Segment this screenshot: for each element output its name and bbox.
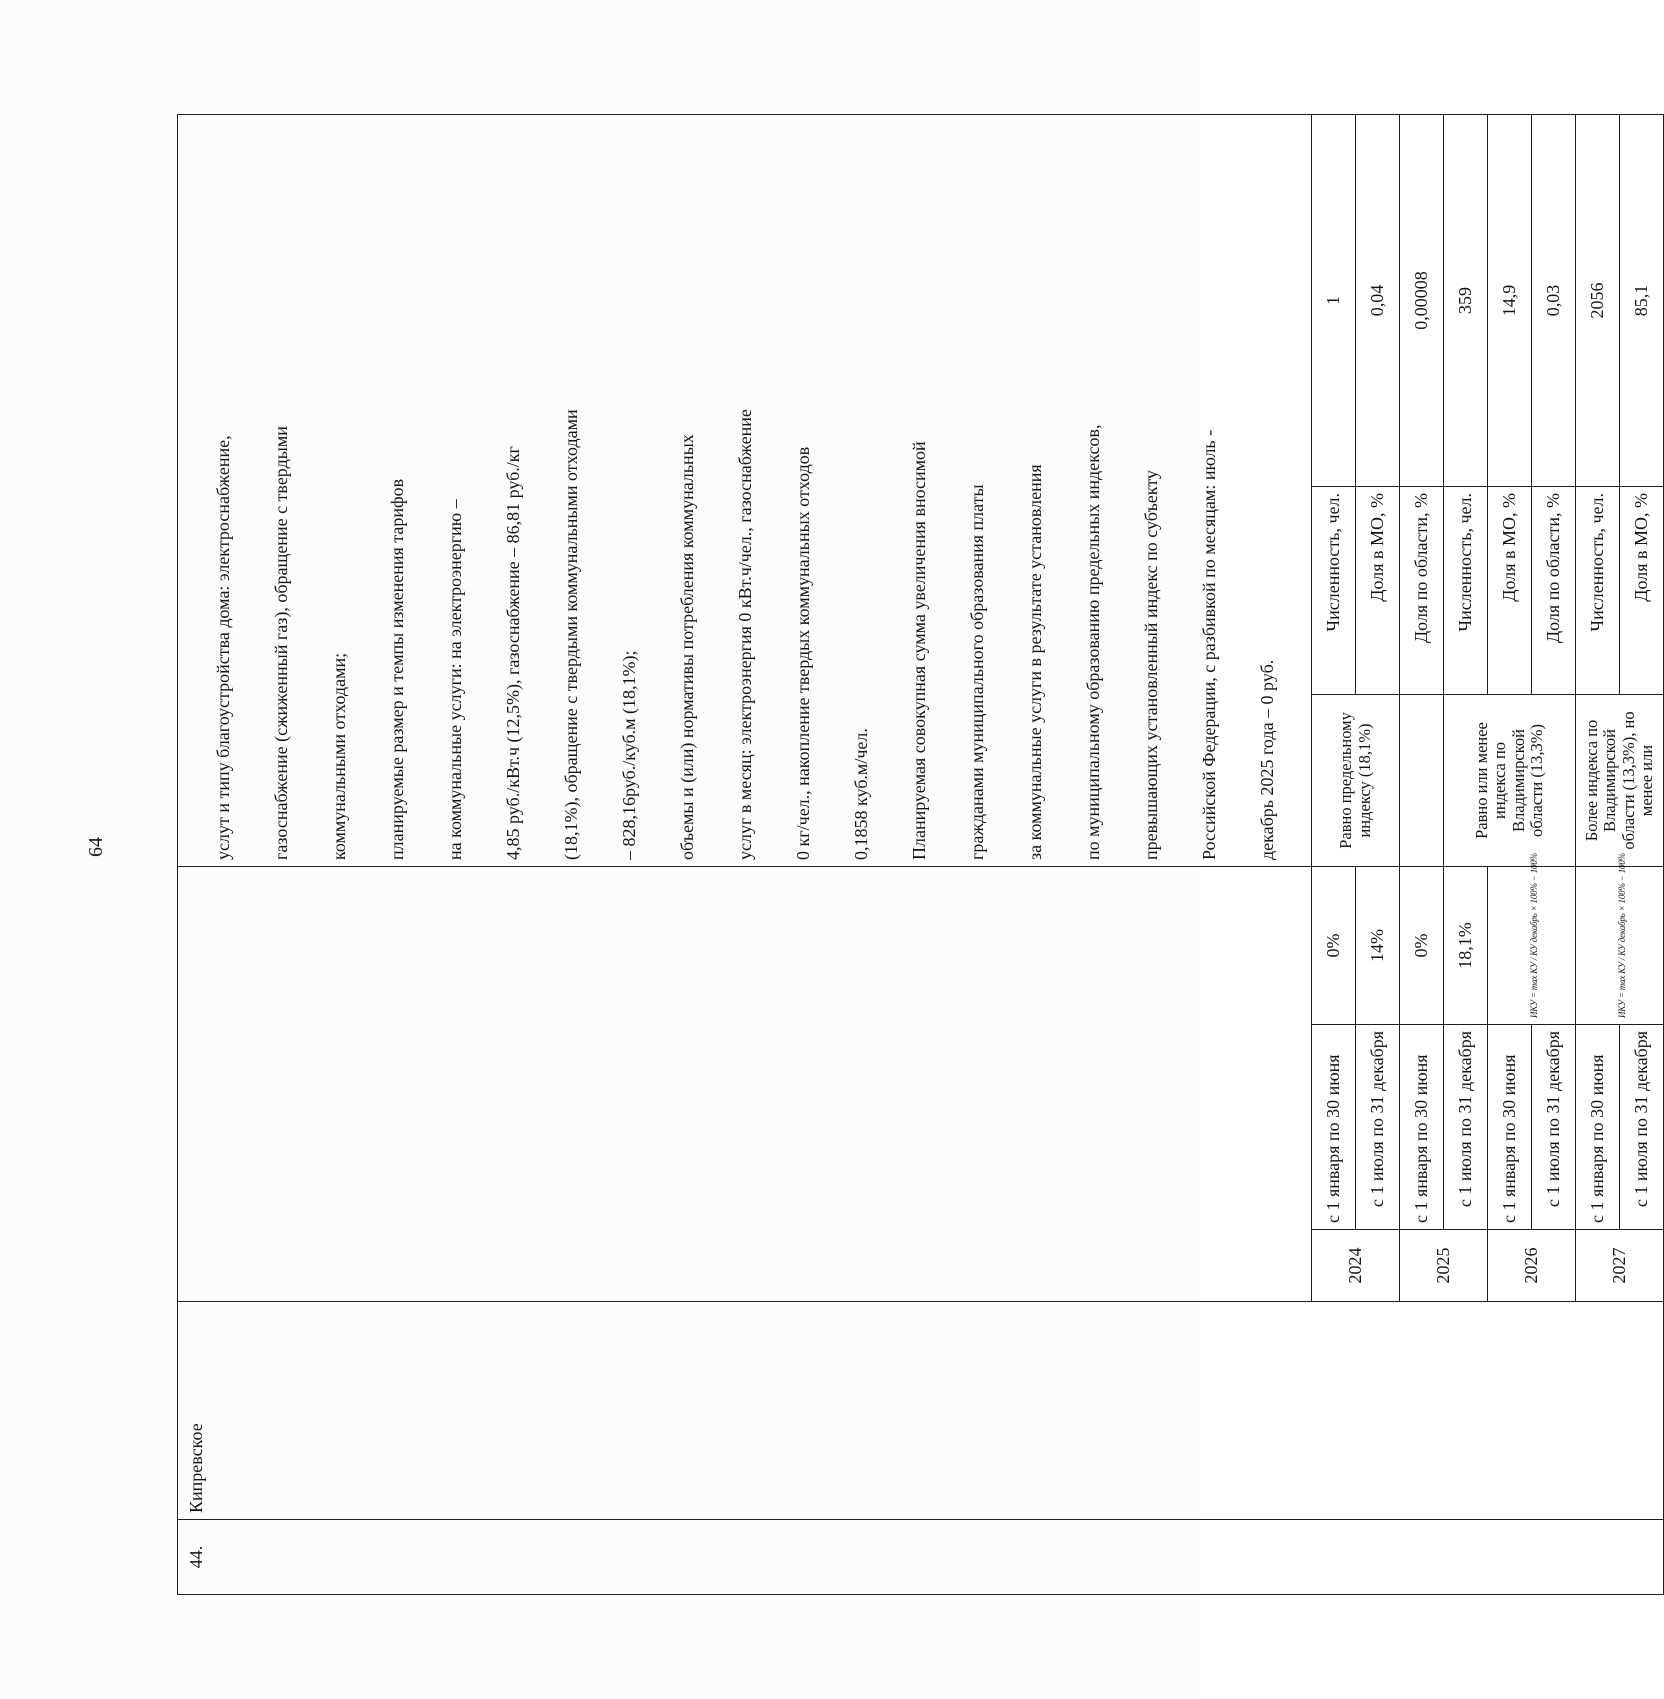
year-value: 2026 bbox=[1521, 1247, 1542, 1284]
period-label: с 1 июля по 31 декабря bbox=[1631, 1031, 1652, 1208]
table-row bbox=[178, 114, 1312, 1594]
index-value: 14% bbox=[1367, 929, 1388, 962]
index-formula: ИКУ = max КУ / КУ декабрь × 100% − 100% bbox=[1617, 853, 1628, 1018]
formula-cell bbox=[1576, 853, 1664, 1024]
description-line: декабрь 2025 года – 0 руб. bbox=[1257, 659, 1277, 860]
year-cell bbox=[1576, 1230, 1664, 1302]
metric-value: 359 bbox=[1455, 286, 1476, 314]
description-line: превышающих установленный индекс по субъекту bbox=[1141, 470, 1161, 860]
description-line: – 828,16руб./куб.м (18,1%); bbox=[619, 650, 639, 860]
metric-value: 85,1 bbox=[1631, 284, 1652, 317]
metric-label-cell bbox=[1444, 486, 1488, 694]
metric-value-cell bbox=[1444, 114, 1488, 486]
condition-cell-empty bbox=[1400, 694, 1444, 866]
period-label: с 1 июля по 31 декабря bbox=[1367, 1031, 1388, 1208]
metric-value: 14,9 bbox=[1499, 284, 1520, 317]
metric-label: Доля в МО, % bbox=[1499, 492, 1520, 602]
description-line: газоснабжение (сжиженный газ), обращение с твердыми bbox=[271, 426, 291, 860]
index-value: 0% bbox=[1323, 933, 1344, 958]
description-line: на коммунальные услуги: на электроэнергию – bbox=[445, 499, 465, 860]
description-line: 0 кг/чел., накопление твердых коммунальных отходов bbox=[793, 446, 813, 860]
description-line: планируемые размер и темпы изменения тарифов bbox=[387, 478, 407, 860]
metric-label: Доля по области, % bbox=[1411, 492, 1432, 644]
description-line: услут и типу благоустройства дома: электроснабжение, bbox=[213, 435, 233, 860]
period-cell bbox=[1488, 1025, 1532, 1230]
municipality-name: Кипревское bbox=[186, 1423, 206, 1513]
condition-cell bbox=[1312, 694, 1400, 866]
index-cell bbox=[1444, 866, 1488, 1024]
page-number: 64 bbox=[85, 837, 107, 857]
period-cell bbox=[1532, 1025, 1576, 1230]
condition-label: Равно или менее индекса по Владимирской области (13,3%) bbox=[1471, 722, 1546, 839]
index-cell bbox=[1356, 866, 1400, 1024]
metric-label: Численность, чел. bbox=[1455, 492, 1476, 632]
period-label: с 1 июля по 31 декабря bbox=[1543, 1031, 1564, 1208]
formula-cell bbox=[1488, 853, 1576, 1024]
index-cell bbox=[1312, 866, 1356, 1024]
metric-value-cell bbox=[1400, 114, 1444, 486]
condition-cell bbox=[1444, 694, 1576, 866]
description-line: по муниципальному образованию предельных индексов, bbox=[1083, 424, 1103, 860]
metric-value: 0,04 bbox=[1367, 284, 1388, 317]
year-value: 2025 bbox=[1433, 1247, 1454, 1284]
metric-label-cell bbox=[1312, 486, 1356, 694]
description-line: за коммунальные услуги в результате установления bbox=[1025, 464, 1045, 860]
description-line: 4,85 руб./кВт.ч (12,5%), газоснабжение – 86,81 руб./кг bbox=[503, 446, 523, 860]
year-cell bbox=[1400, 1230, 1488, 1302]
metric-label: Численность, чел. bbox=[1323, 492, 1344, 632]
period-cell bbox=[1356, 1025, 1400, 1230]
empty-cell bbox=[178, 866, 1312, 1301]
period-cell bbox=[1312, 1025, 1356, 1230]
metric-value-cell bbox=[1312, 114, 1356, 486]
indices-table bbox=[177, 114, 1664, 1595]
metric-value-cell bbox=[1620, 114, 1664, 486]
metric-value: 0,00008 bbox=[1411, 271, 1432, 330]
metric-label-cell bbox=[1532, 486, 1576, 694]
condition-label: Более индекса по Владимирской области (13,3%), но менее или bbox=[1581, 711, 1656, 850]
description-line: объемы и (или) нормативы потребления коммунальных bbox=[677, 434, 697, 860]
row-number: 44. bbox=[186, 1545, 206, 1569]
period-label: с 1 января по 30 июня bbox=[1499, 1054, 1520, 1223]
metric-value: 2056 bbox=[1587, 282, 1608, 319]
municipality-name-cell bbox=[178, 1302, 1664, 1520]
metric-label: Доля по области, % bbox=[1543, 492, 1564, 644]
period-label: с 1 января по 30 июня bbox=[1323, 1054, 1344, 1223]
metric-label-cell bbox=[1488, 486, 1532, 694]
metric-value-cell bbox=[1532, 114, 1576, 486]
period-cell bbox=[1620, 1025, 1664, 1230]
description-line: коммунальными отходами; bbox=[329, 652, 349, 860]
condition-cell bbox=[1576, 694, 1664, 866]
index-cell bbox=[1400, 866, 1444, 1024]
year-cell bbox=[1312, 1230, 1400, 1302]
metric-value-cell bbox=[1356, 114, 1400, 486]
description-line: Российской Федерации, с разбивкой по месяцам: июль - bbox=[1199, 429, 1219, 860]
year-value: 2024 bbox=[1345, 1247, 1366, 1284]
period-label: с 1 января по 30 июня bbox=[1411, 1054, 1432, 1223]
metric-label: Доля в МО, % bbox=[1367, 492, 1388, 602]
metric-value-cell bbox=[1576, 114, 1620, 486]
period-cell bbox=[1444, 1025, 1488, 1230]
metric-value: 0,03 bbox=[1543, 284, 1564, 317]
index-formula: ИКУ = max КУ / КУ декабрь × 100% − 100% bbox=[1529, 853, 1540, 1018]
metric-value: 1 bbox=[1323, 295, 1344, 305]
year-cell bbox=[1488, 1230, 1576, 1302]
row-number-cell bbox=[178, 1520, 1664, 1595]
metric-value-cell bbox=[1488, 114, 1532, 486]
index-value: 0% bbox=[1411, 933, 1432, 958]
metric-label-cell bbox=[1620, 486, 1664, 694]
description-text bbox=[180, 121, 1311, 860]
metric-label-cell bbox=[1576, 486, 1620, 694]
metric-label-cell bbox=[1400, 486, 1444, 694]
metric-label-cell bbox=[1356, 486, 1400, 694]
metric-label: Численность, чел. bbox=[1587, 492, 1608, 632]
period-label: с 1 июля по 31 декабря bbox=[1455, 1031, 1476, 1208]
metric-label: Доля в МО, % bbox=[1631, 492, 1652, 602]
period-label: с 1 января по 30 июня bbox=[1587, 1054, 1608, 1223]
condition-label: Равно предельному индексу (18,1%) bbox=[1336, 712, 1374, 849]
period-cell bbox=[1576, 1025, 1620, 1230]
description-line: (18,1%), обращение с твердыми коммунальными отходами bbox=[561, 409, 581, 860]
description-line: гражданами муниципального образования платы bbox=[967, 484, 987, 860]
index-value: 18,1% bbox=[1455, 922, 1476, 969]
description-line: услуг в месяц: электроэнергия 0 кВт.ч/чел., газоснабжение bbox=[735, 409, 755, 860]
description-line: 0,1858 куб.м/чел. bbox=[851, 728, 871, 860]
description-cell bbox=[178, 114, 1312, 866]
description-line: Планируемая совокупная сумма увеличения вносимой bbox=[909, 441, 929, 860]
rotated-table-container bbox=[177, 115, 1656, 1595]
period-cell bbox=[1400, 1025, 1444, 1230]
year-value: 2027 bbox=[1609, 1247, 1630, 1284]
